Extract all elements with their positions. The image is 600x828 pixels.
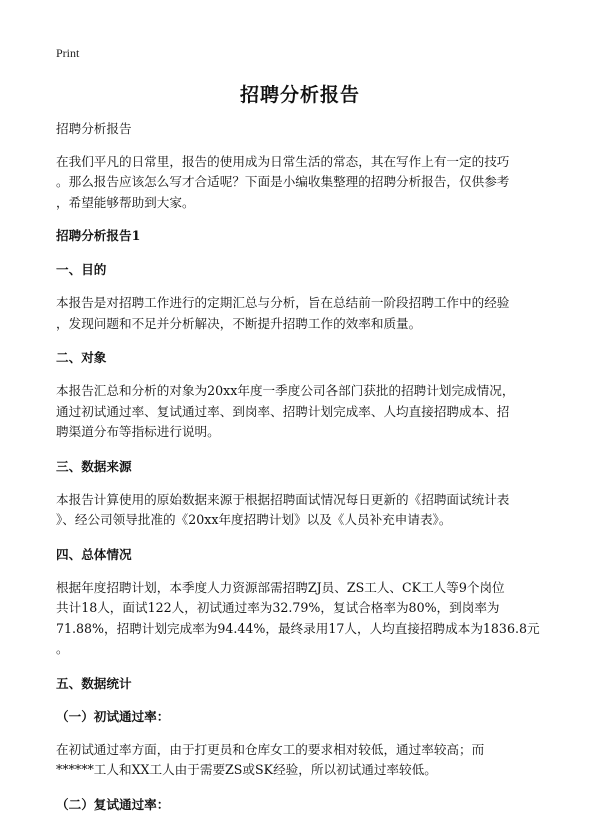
first-round-line: 在初试通过率方面，由于打更员和仓库女工的要求相对较低，通过率较高；而 [56,741,485,757]
intro-line: 。那么报告应该怎么写才合适呢？下面是小编收集整理的招聘分析报告，仅供参考 [56,174,510,189]
first-round-paragraph [56,740,548,781]
section-heading-overall: 四、总体情况 [56,546,132,562]
source-line: 本报告计算使用的原始数据来源于根据招聘面试情况每日更新的《招聘面试统计表 [56,491,510,507]
subsection-heading-first-round: （一）初试通过率： [56,708,170,724]
overall-line: 共计18人，面试122人，初试通过率为32.79%，复试合格率为80%，到岗率为 [56,600,500,615]
object-line: 通过初试通过率、复试通过率、到岗率、招聘计划完成率、人均直接招聘成本、招 [56,403,510,419]
purpose-paragraph [56,293,548,334]
object-line: 聘渠道分布等指标进行说明。 [56,424,220,439]
document-subtitle: 招聘分析报告 [56,121,132,136]
print-label: Print [56,46,80,60]
document-body [56,119,548,815]
overall-paragraph [56,578,548,660]
purpose-line: ，发现问题和不足并分析解决，不断提升招聘工作的效率和质量。 [56,315,422,331]
section-heading-stats: 五、数据统计 [56,675,132,691]
overall-line: 71.88%，招聘计划完成率为94.44%，最终录用17人，人均直接招聘成本为1836.8元 [56,620,540,636]
source-line: 》、经公司领导批准的《20xx年度招聘计划》以及《人员补充申请表》。 [56,512,452,527]
overall-line: 根据年度招聘计划，本季度人力资源部需招聘ZJ员、ZS工人、CK工人等9个岗位 [56,579,505,595]
section-heading-purpose: 一、目的 [56,262,107,277]
object-paragraph [56,381,548,443]
subsection-heading-second-round: （二）复试通过率： [56,796,170,812]
intro-line: ，希望能够帮助到大家。 [56,194,195,210]
section-heading-source: 三、数据来源 [56,458,132,474]
intro-paragraph [56,152,548,214]
overall-line: 。 [56,641,69,656]
purpose-line: 本报告是对招聘工作进行的定期汇总与分析，旨在总结前一阶段招聘工作中的经验 [56,295,510,310]
report-heading: 招聘分析报告1 [56,228,141,243]
object-line: 本报告汇总和分析的对象为20xx年度一季度公司各部门获批的招聘计划完成情况， [56,383,515,398]
document-title: 招聘分析报告 [239,84,360,106]
section-heading-object: 二、对象 [56,350,107,365]
first-round-line: ******工人和XX工人由于需要ZS或SK经验，所以初试通过率较低。 [56,762,437,777]
source-paragraph [56,490,548,531]
intro-line: 在我们平凡的日常里，报告的使用成为日常生活的常态，其在写作上有一定的技巧 [56,153,510,169]
